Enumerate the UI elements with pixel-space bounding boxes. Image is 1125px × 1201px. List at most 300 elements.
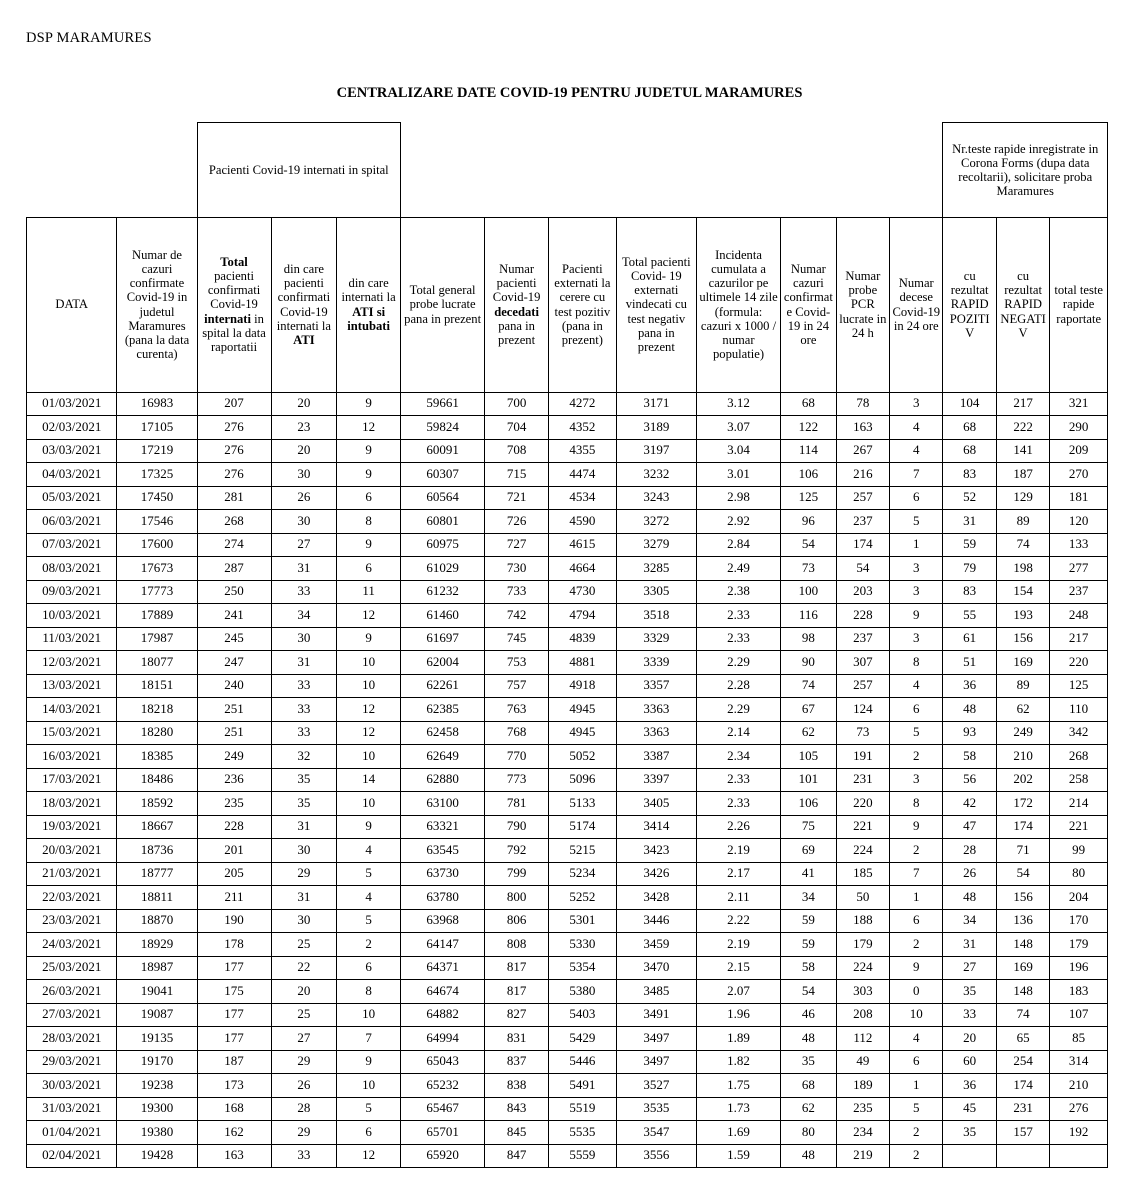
table-cell: 80 [781,1121,836,1145]
table-cell: 209 [1050,439,1108,463]
table-cell: 34 [781,886,836,910]
table-cell: 4 [890,1027,943,1051]
table-cell: 2.11 [696,886,780,910]
table-cell: 211 [197,886,271,910]
table-cell: 96 [781,510,836,534]
table-cell: 708 [485,439,549,463]
table-cell: 5330 [548,933,616,957]
col-header-icu-bold: ATI [293,332,315,347]
organization-name: DSP MARAMURES [26,30,152,46]
table-cell: 35 [271,768,337,792]
table-cell: 54 [781,980,836,1004]
table-cell: 18218 [117,698,197,722]
table-cell: 51 [943,651,996,675]
table-cell: 60564 [400,486,484,510]
cell-date: 21/03/2021 [27,862,117,886]
table-row [27,1121,1108,1145]
table-cell: 5519 [548,1097,616,1121]
table-cell: 4945 [548,721,616,745]
table-row [27,1144,1108,1168]
table-cell: 30 [271,909,337,933]
table-cell: 17987 [117,627,197,651]
table-cell: 59 [781,909,836,933]
table-cell: 172 [996,792,1049,816]
table-cell: 42 [943,792,996,816]
table-row [27,463,1108,487]
table-cell: 5096 [548,768,616,792]
cell-date: 26/03/2021 [27,980,117,1004]
table-cell: 268 [1050,745,1108,769]
table-cell: 220 [836,792,889,816]
table-cell: 5174 [548,815,616,839]
table-cell: 8 [890,792,943,816]
table-cell: 5234 [548,862,616,886]
table-cell: 817 [485,980,549,1004]
table-cell: 179 [1050,933,1108,957]
table-cell: 59 [781,933,836,957]
table-cell: 177 [197,956,271,980]
table-cell: 11 [337,580,401,604]
table-cell: 222 [996,416,1049,440]
table-cell: 2 [890,1144,943,1168]
table-cell: 321 [1050,392,1108,416]
table-row [27,651,1108,675]
table-cell: 56 [943,768,996,792]
table-cell: 1 [890,1074,943,1098]
col-header-deaths-24h: Numar decese Covid-19 in 24 ore [890,217,943,392]
table-cell: 6 [337,557,401,581]
table-cell: 237 [836,510,889,534]
table-cell: 219 [836,1144,889,1168]
table-cell: 704 [485,416,549,440]
table-cell: 178 [197,933,271,957]
table-cell: 61460 [400,604,484,628]
table-cell: 12 [337,604,401,628]
table-cell: 9 [890,815,943,839]
table-cell: 3535 [616,1097,696,1121]
table-cell: 196 [1050,956,1108,980]
cell-date: 02/03/2021 [27,416,117,440]
table-cell: 31 [943,933,996,957]
table-cell: 187 [197,1050,271,1074]
table-cell: 30 [271,510,337,534]
table-cell: 800 [485,886,549,910]
table-cell: 31 [271,557,337,581]
table-cell: 726 [485,510,549,534]
table-cell: 175 [197,980,271,1004]
table-cell: 727 [485,533,549,557]
table-cell: 58 [943,745,996,769]
table-cell: 124 [836,698,889,722]
table-cell: 26 [943,862,996,886]
table-cell: 6 [890,486,943,510]
table-cell: 5 [337,909,401,933]
table-row [27,1003,1108,1027]
table-cell: 63100 [400,792,484,816]
table-cell: 55 [943,604,996,628]
table-cell: 177 [197,1027,271,1051]
table-cell: 20 [943,1027,996,1051]
table-cell: 9 [890,956,943,980]
table-cell: 3272 [616,510,696,534]
table-cell: 63780 [400,886,484,910]
table-cell: 20 [271,439,337,463]
table-cell: 25 [271,1003,337,1027]
table-cell: 4 [890,674,943,698]
table-cell: 74 [781,674,836,698]
table-cell: 30 [271,463,337,487]
banner-spacer-left [27,123,117,218]
table-cell: 16983 [117,392,197,416]
table-cell: 307 [836,651,889,675]
table-row [27,721,1108,745]
table-cell: 4352 [548,416,616,440]
table-cell: 101 [781,768,836,792]
table-cell: 7 [337,1027,401,1051]
table-cell: 31 [271,815,337,839]
table-cell: 2.07 [696,980,780,1004]
table-cell: 50 [836,886,889,910]
table-cell: 35 [781,1050,836,1074]
table-cell: 768 [485,721,549,745]
table-cell: 4272 [548,392,616,416]
table-cell: 5 [890,510,943,534]
table-cell: 3485 [616,980,696,1004]
table-cell: 122 [781,416,836,440]
table-cell: 61697 [400,627,484,651]
table-cell: 19170 [117,1050,197,1074]
table-cell: 216 [836,463,889,487]
table-cell: 192 [1050,1121,1108,1145]
table-cell: 63730 [400,862,484,886]
table-cell: 314 [1050,1050,1108,1074]
table-cell: 18736 [117,839,197,863]
table-cell: 148 [996,980,1049,1004]
table-cell: 190 [197,909,271,933]
table-cell: 28 [943,839,996,863]
table-cell: 2.17 [696,862,780,886]
table-cell: 80 [1050,862,1108,886]
table-cell: 847 [485,1144,549,1168]
table-cell: 290 [1050,416,1108,440]
cell-date: 05/03/2021 [27,486,117,510]
table-cell: 8 [337,510,401,534]
table-cell: 5491 [548,1074,616,1098]
table-cell: 721 [485,486,549,510]
table-cell: 17219 [117,439,197,463]
cell-date: 09/03/2021 [27,580,117,604]
table-cell: 277 [1050,557,1108,581]
table-cell: 3414 [616,815,696,839]
table-cell: 54 [836,557,889,581]
table-cell: 257 [836,486,889,510]
table-cell: 2.33 [696,627,780,651]
table-cell: 827 [485,1003,549,1027]
table-cell: 2 [890,839,943,863]
table-cell: 27 [271,533,337,557]
table-cell: 3470 [616,956,696,980]
table-cell: 31 [271,886,337,910]
cell-date: 16/03/2021 [27,745,117,769]
table-cell: 19041 [117,980,197,1004]
table-cell: 3 [890,768,943,792]
table-cell: 10 [337,745,401,769]
col-header-incidence: Incidenta cumulata a cazurilor pe ultimele 14 zile (formula: cazuri x 1000 / numar populatie) [696,217,780,392]
table-cell: 30 [271,627,337,651]
table-cell: 3305 [616,580,696,604]
page-title: CENTRALIZARE DATE COVID-19 PENTRU JUDETUL MARAMURES [336,85,803,101]
cell-date: 30/03/2021 [27,1074,117,1098]
table-cell [996,1144,1049,1168]
table-cell: 1.69 [696,1121,780,1145]
table-cell: 221 [1050,815,1108,839]
table-cell: 10 [337,674,401,698]
table-cell: 30 [271,839,337,863]
table-cell: 63545 [400,839,484,863]
banner-hospital-group: Pacienti Covid-19 internati in spital [197,123,400,218]
table-cell: 170 [1050,909,1108,933]
table-cell: 4355 [548,439,616,463]
table-cell: 18667 [117,815,197,839]
table-row [27,815,1108,839]
table-cell: 234 [836,1121,889,1145]
table-cell: 189 [836,1074,889,1098]
col-header-cases-24h: Numar cazuri confirmate Covid- 19 in 24 ore [781,217,836,392]
table-cell: 48 [943,886,996,910]
table-cell: 69 [781,839,836,863]
table-cell: 104 [943,392,996,416]
table-cell: 6 [890,909,943,933]
cell-date: 28/03/2021 [27,1027,117,1051]
col-header-rapid-negative: cu rezultat RAPID NEGATIV [996,217,1049,392]
table-cell: 105 [781,745,836,769]
table-cell: 268 [197,510,271,534]
table-cell: 276 [197,416,271,440]
table-cell: 29 [271,862,337,886]
table-cell: 3243 [616,486,696,510]
table-cell: 251 [197,698,271,722]
table-cell: 2.19 [696,933,780,957]
table-cell: 3518 [616,604,696,628]
table-cell: 169 [996,651,1049,675]
table-cell: 120 [1050,510,1108,534]
table-cell: 106 [781,792,836,816]
cell-date: 13/03/2021 [27,674,117,698]
table-cell: 7 [890,463,943,487]
table-cell: 2.49 [696,557,780,581]
table-cell: 4730 [548,580,616,604]
table-cell: 808 [485,933,549,957]
table-cell: 2.22 [696,909,780,933]
table-cell: 5403 [548,1003,616,1027]
table-cell: 27 [271,1027,337,1051]
table-cell: 700 [485,392,549,416]
table-cell: 0 [890,980,943,1004]
table-cell: 730 [485,557,549,581]
table-cell: 2.84 [696,533,780,557]
table-cell: 753 [485,651,549,675]
table-cell: 207 [197,392,271,416]
table-cell: 1.59 [696,1144,780,1168]
table-cell: 162 [197,1121,271,1145]
table-cell: 745 [485,627,549,651]
table-cell: 19087 [117,1003,197,1027]
table-cell: 3 [890,392,943,416]
table-cell: 12 [337,416,401,440]
table-cell: 163 [197,1144,271,1168]
table-cell: 35 [271,792,337,816]
table-cell: 2.19 [696,839,780,863]
table-cell: 61232 [400,580,484,604]
table-cell: 17546 [117,510,197,534]
table-cell: 837 [485,1050,549,1074]
table-cell: 2.33 [696,792,780,816]
col-header-discharged-positive: Pacienti externati la cerere cu test pozitiv (pana in prezent) [548,217,616,392]
table-cell: 68 [943,439,996,463]
table-cell: 17325 [117,463,197,487]
table-cell: 4 [337,886,401,910]
table-cell: 60307 [400,463,484,487]
table-cell: 17600 [117,533,197,557]
table-cell: 3 [890,557,943,581]
cell-date: 25/03/2021 [27,956,117,980]
table-cell: 19300 [117,1097,197,1121]
table-cell: 114 [781,439,836,463]
table-row [27,956,1108,980]
table-cell: 62261 [400,674,484,698]
table-cell: 48 [781,1027,836,1051]
table-row [27,1097,1108,1121]
table-cell: 3491 [616,1003,696,1027]
table-cell: 185 [836,862,889,886]
table-row [27,439,1108,463]
table-row [27,909,1108,933]
table-cell: 757 [485,674,549,698]
table-cell: 98 [781,627,836,651]
table-cell: 10 [337,651,401,675]
table-cell: 4839 [548,627,616,651]
table-cell: 4 [337,839,401,863]
table-cell: 1 [890,886,943,910]
table-cell: 224 [836,839,889,863]
table-cell: 33 [271,698,337,722]
cell-date: 19/03/2021 [27,815,117,839]
table-cell: 3459 [616,933,696,957]
table-cell: 35 [943,980,996,1004]
table-cell: 129 [996,486,1049,510]
table-cell: 2.98 [696,486,780,510]
table-cell: 3 [890,627,943,651]
table-cell: 133 [1050,533,1108,557]
table-cell: 168 [197,1097,271,1121]
table-cell: 83 [943,463,996,487]
table-cell: 23 [271,416,337,440]
table-cell: 99 [1050,839,1108,863]
table-cell: 63968 [400,909,484,933]
cell-date: 17/03/2021 [27,768,117,792]
table-cell: 18486 [117,768,197,792]
table-cell: 4881 [548,651,616,675]
table-cell: 270 [1050,463,1108,487]
table-cell: 34 [271,604,337,628]
table-cell: 33 [271,1144,337,1168]
table-cell: 36 [943,1074,996,1098]
table-cell: 845 [485,1121,549,1145]
table-cell: 4590 [548,510,616,534]
table-cell: 65232 [400,1074,484,1098]
table-cell: 45 [943,1097,996,1121]
table-cell: 85 [1050,1027,1108,1051]
table-cell: 68 [781,1074,836,1098]
table-cell [943,1144,996,1168]
table-cell: 287 [197,557,271,581]
table-cell: 715 [485,463,549,487]
table-cell: 61 [943,627,996,651]
table-cell: 3.01 [696,463,780,487]
table-cell: 193 [996,604,1049,628]
col-header-hospitalized-bold2: internati [204,311,251,326]
table-cell: 60 [943,1050,996,1074]
cell-date: 08/03/2021 [27,557,117,581]
table-cell: 177 [197,1003,271,1027]
table-cell: 7 [890,862,943,886]
table-cell: 17105 [117,416,197,440]
table-cell: 770 [485,745,549,769]
table-cell: 267 [836,439,889,463]
table-cell: 204 [1050,886,1108,910]
table-cell: 148 [996,933,1049,957]
table-cell: 17773 [117,580,197,604]
table-cell: 18077 [117,651,197,675]
table-row [27,792,1108,816]
table-cell: 47 [943,815,996,839]
col-header-rapid-total: total teste rapide raportate [1050,217,1108,392]
table-cell: 34 [943,909,996,933]
table-cell: 3363 [616,698,696,722]
table-cell: 781 [485,792,549,816]
table-cell: 205 [197,862,271,886]
table-cell: 18385 [117,745,197,769]
table-cell: 33 [943,1003,996,1027]
table-cell: 17450 [117,486,197,510]
table-cell: 4794 [548,604,616,628]
table-cell: 2.92 [696,510,780,534]
table-row [27,557,1108,581]
table-cell: 249 [197,745,271,769]
table-cell: 48 [943,698,996,722]
col-header-deceased-end: pana in prezent [498,318,536,347]
table-cell: 62 [781,1097,836,1121]
table-cell: 64371 [400,956,484,980]
col-header-recovered: Total pacienti Covid- 19 externati vindecati cu test negativ pana in prezent [616,217,696,392]
table-cell: 18987 [117,956,197,980]
cell-date: 10/03/2021 [27,604,117,628]
table-cell: 60975 [400,533,484,557]
table-cell: 169 [996,956,1049,980]
data-table-container [24,122,1105,1168]
table-cell: 9 [337,533,401,557]
table-cell: 3363 [616,721,696,745]
table-cell: 125 [781,486,836,510]
table-cell: 18929 [117,933,197,957]
table-cell: 5215 [548,839,616,863]
table-row [27,745,1108,769]
table-cell: 3428 [616,886,696,910]
table-cell: 4918 [548,674,616,698]
table-cell: 773 [485,768,549,792]
table-cell: 2 [890,933,943,957]
table-cell: 5446 [548,1050,616,1074]
